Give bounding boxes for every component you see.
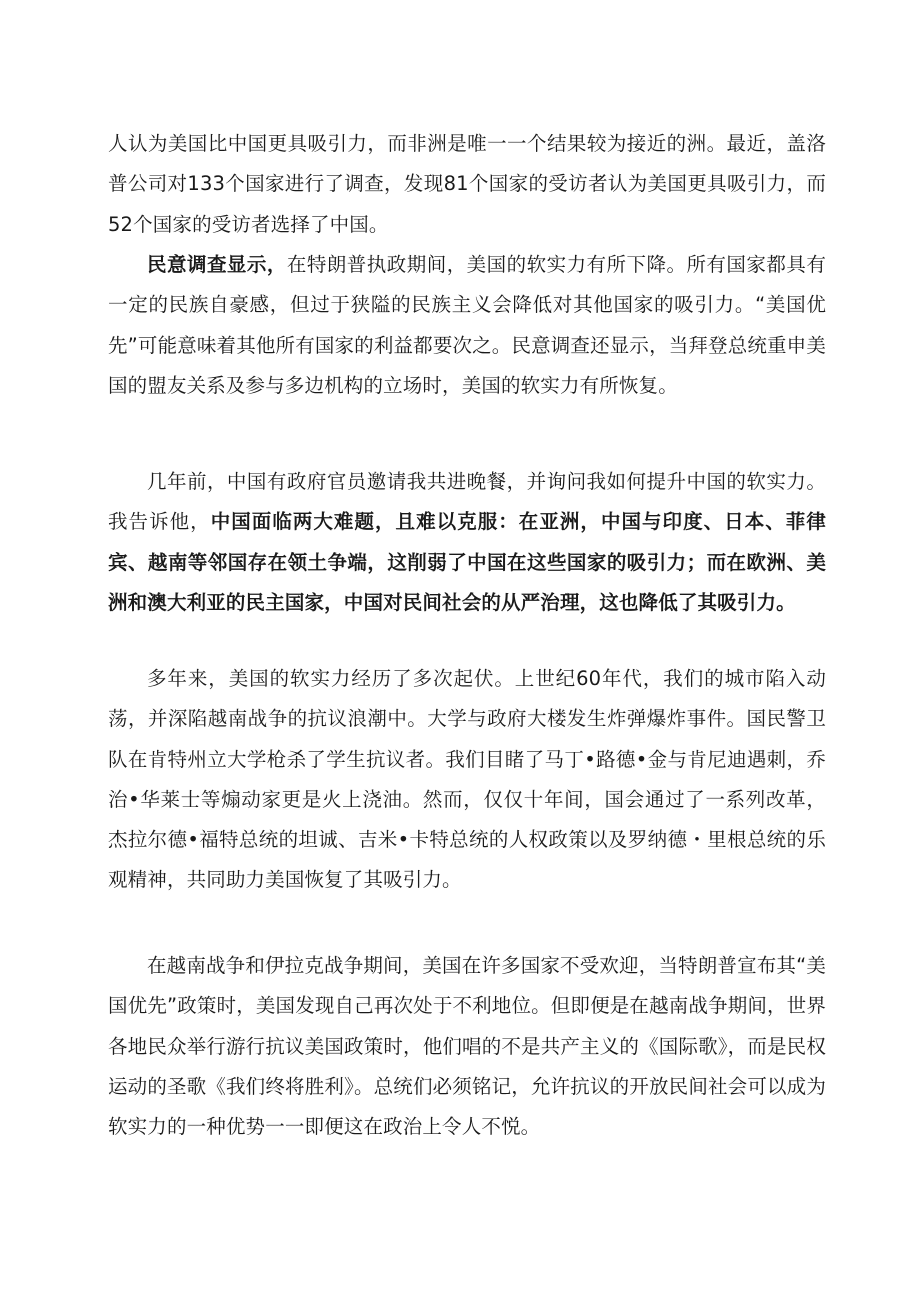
paragraph-3-text: 几年前，中国有政府官员邀请我共进晚餐，并询问我如何提升中国的软实力。我告诉他， xyxy=(108,470,826,534)
paragraph-1-text: 人认为美国比中国更具吸引力，而非洲是唯一一个结果较为接近的洲。最近，盖洛普公司对133个国家进行了调查，发现81个国家的受访者认为美国更具吸引力，而52个国家的受访者选择了中国。 xyxy=(108,132,826,236)
paragraph-5-text: 在越南战争和伊拉克战争期间，美国在许多国家不受欢迎，当特朗普宣布其“美国优先”政策时，美国发现自己再次处于不利地位。但即便是在越南战争期间，世界各地民众举行游行抗议美国政策时，他们唱的不是共产主义的《国际歌》，而是民权运动的圣歌《我们终将胜利》。总统们必须铭记，允许抗议的开放民间社会可以成为软实力的一种优势一一即便这在政治上令人不悦。 xyxy=(108,954,826,1139)
paragraph-2-bold-lead: 民意调查显示， xyxy=(147,253,287,276)
paragraph-1 xyxy=(108,124,826,245)
paragraph-4-text: 多年来，美国的软实力经历了多次起伏。上世纪60年代，我们的城市陷入动荡，并深陷越南战争的抗议浪潮中。大学与政府大楼发生炸弹爆炸事件。国民警卫队在肯特州立大学枪杀了学生抗议者。我们目睹了马丁•路德•金与肯尼迪遇刺，乔治•华莱士等煽动家更是火上浇油。然而，仅仅十年间，国会通过了一系列改革，杰拉尔德•福特总统的坦诚、吉米•卡特总统的人权政策以及罗纳德・里根总统的乐观精神，共同助力美国恢复了其吸引力。 xyxy=(108,667,826,892)
paragraph-4 xyxy=(108,659,826,901)
paragraph-5 xyxy=(108,946,826,1147)
paragraph-2-text: 在特朗普执政期间，美国的软实力有所下降。所有国家都具有一定的民族自豪感，但过于狭隘的民族主义会降低对其他国家的吸引力。“美国优先”可能意味着其他所有国家的利益都要次之。民意调查还显示，当拜登总统重申美国的盟友关系及参与多边机构的立场时，美国的软实力有所恢复。 xyxy=(108,253,826,397)
paragraph-3 xyxy=(108,462,826,623)
paragraph-3-bold-text: 中国面临两大难题，且难以克服：在亚洲，中国与印度、日本、菲律宾、越南等邻国存在领土争端，这削弱了中国在这些国家的吸引力；而在欧洲、美洲和澳大利亚的民主国家，中国对民间社会的从严治理，这也降低了其吸引力。 xyxy=(108,510,826,614)
paragraph-2 xyxy=(108,245,826,406)
